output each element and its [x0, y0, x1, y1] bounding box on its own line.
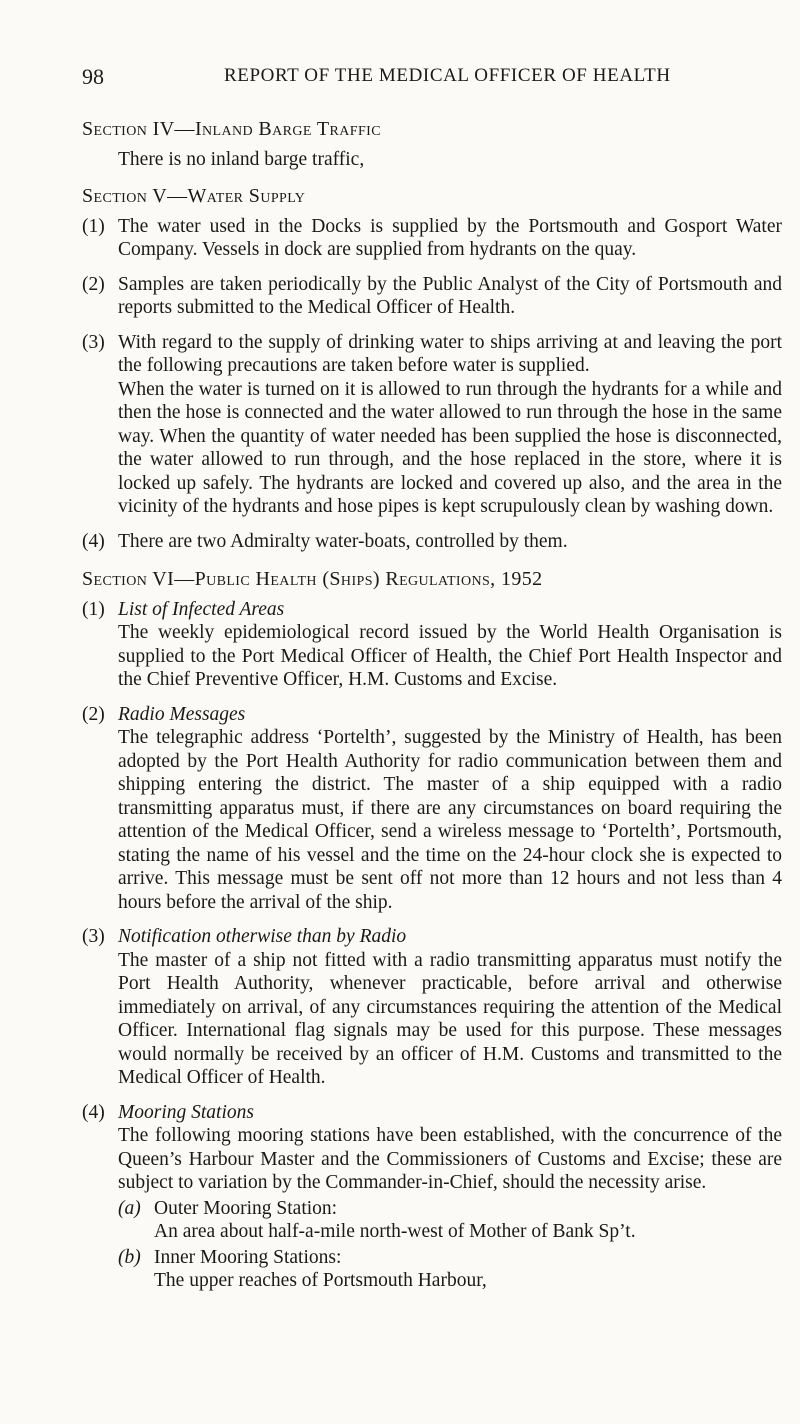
item-paragraph: When the water is turned on it is allowed to run through the hydrants for a while and then the hose is connected and the water allowed to run through the hose in the same way. When the quantity of water needed has been supplied the hose is disconnected, the water allowed to run through, and the hose replaced in the store, where it is locked up safely. The hydrants are locked and covered up also, and the area in the vicinity of the hydrants and hose pipes is kept scrupulously clean by washing down. — [118, 378, 782, 517]
mooring-desc: The upper reaches of Portsmouth Harbour, — [154, 1270, 487, 1291]
item-text: The water used in the Docks is supplied by the Portsmouth and Gosport Water Company. Vessels in dock are supplied from hydrants on the quay. — [118, 215, 782, 260]
item-heading: Notification otherwise than by Radio — [118, 926, 407, 947]
item-number: (4) — [82, 1101, 105, 1123]
section-6-title: Section VI—Public Health (Ships) Regulations, 1952 — [82, 568, 543, 590]
running-title: REPORT OF THE MEDICAL OFFICER OF HEALTH — [224, 65, 671, 86]
item-number: (4) — [82, 530, 105, 552]
item-number: (1) — [82, 215, 105, 237]
mooring-label: (b) — [118, 1246, 141, 1268]
mooring-desc: An area about half-a-mile north-west of Mother of Bank Sp’t. — [154, 1221, 636, 1242]
page-header — [82, 64, 760, 96]
list-item — [82, 703, 782, 915]
list-item — [118, 1246, 782, 1270]
section-5-title: Section V—Water Supply — [82, 185, 306, 207]
list-item — [82, 530, 782, 554]
item-number: (3) — [82, 926, 105, 947]
mooring-title: Inner Mooring Stations: — [154, 1246, 342, 1268]
item-heading: Radio Messages — [118, 703, 246, 725]
item-text: The weekly epidemiological record issued by the World Health Organisation is supplied to the Port Medical Officer of Health, the Chief Port Health Inspector and the Chief Preventive Officer, H.M. Customs and Excise. — [118, 622, 782, 690]
mooring-label: (a) — [118, 1197, 141, 1219]
list-item — [82, 215, 782, 262]
item-text: With regard to the supply of drinking water to ships arriving at and leaving the port the following precautions are taken before water is supplied. — [118, 331, 782, 376]
item-text: Samples are taken periodically by the Public Analyst of the City of Portsmouth and reports submitted to the Medical Officer of Health. — [118, 273, 782, 318]
mooring-title: Outer Mooring Station: — [154, 1197, 338, 1219]
section-4-text: There is no inland barge traffic, — [118, 148, 365, 170]
item-text: There are two Admiralty water-boats, controlled by them. — [118, 530, 568, 552]
list-item — [82, 331, 782, 519]
item-number: (3) — [82, 331, 105, 353]
mooring-list — [82, 1197, 782, 1293]
item-text: The master of a ship not fitted with a radio transmitting apparatus must notify the Port Health Authority, whenever practicable, before arrival and otherwise immediately on arrival, of any circumstances requiring the attention of the Medical Officer. International flag signals may be used for this purpose. These messages would normally be received by an officer of H.M. Customs and transmitted to the Medical Officer of Health. — [118, 949, 782, 1088]
item-heading: List of Infected Areas — [118, 598, 285, 620]
page-number: 98 — [82, 64, 104, 89]
item-number: (2) — [82, 703, 105, 725]
list-item — [118, 1197, 782, 1221]
page-content — [82, 118, 782, 1293]
list-item — [82, 598, 782, 692]
item-text: The following mooring stations have been established, with the concurrence of the Queen’s Harbour Master and the Commissioners of Customs and Excise; these are subject to variation by the Commander-in-Chief, should the necessity arise. — [118, 1125, 782, 1193]
section-4-title: Section IV—Inland Barge Traffic — [82, 118, 381, 140]
item-number: (2) — [82, 273, 105, 295]
item-text: The telegraphic address ‘Portelth’, suggested by the Ministry of Health, has been adopted by the Port Health Authority for radio communication between them and shipping entering the district. The master of a ship equipped with a radio transmitting apparatus must, if there are any circumstances on board requiring the attention of the Medical Officer, send a wireless message to ‘Portelth’, Portsmouth, stating the name of his vessel and the time on the 24-hour clock she is expected to arrive. This message must be sent off not more than 12 hours and not less than 4 hours before the arrival of the ship. — [118, 727, 782, 913]
list-item — [82, 925, 782, 1090]
list-item — [82, 1101, 782, 1195]
item-heading: Mooring Stations — [118, 1101, 254, 1123]
list-item — [82, 273, 782, 320]
item-number: (1) — [82, 598, 105, 620]
